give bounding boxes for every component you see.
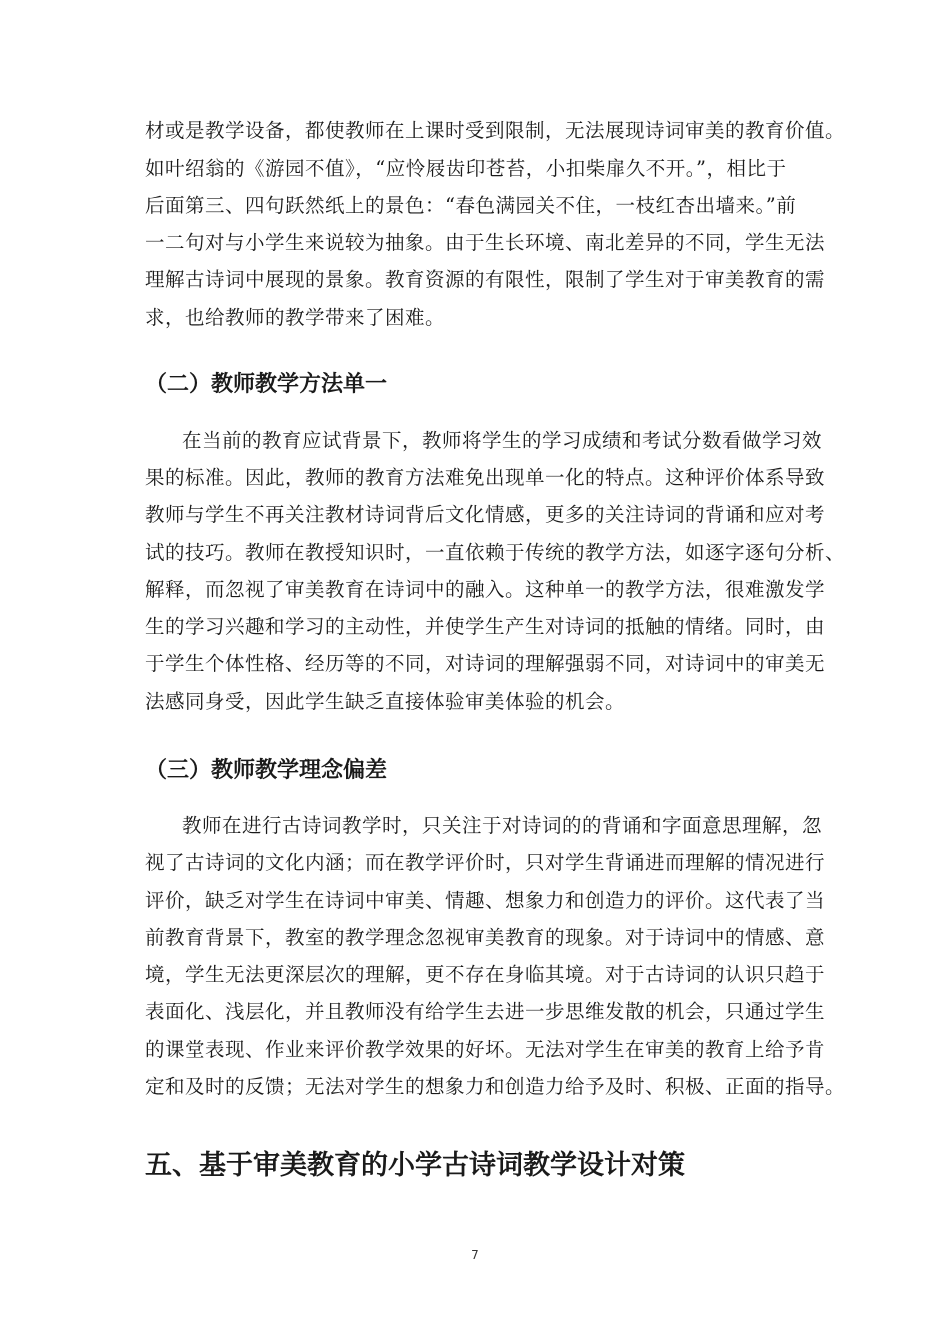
paragraph-line: 评价，缺乏对学生在诗词中审美、情趣、想象力和创造力的评价。这代表了当 [145, 889, 826, 912]
page-number: 7 [471, 1248, 479, 1262]
paragraph-line: 理解古诗词中展现的景象。教育资源的有限性，限制了学生对于审美教育的需 [145, 268, 826, 291]
paragraph-line: 教师在进行古诗词教学时，只关注于对诗词的的背诵和字面意思理解，忽 [182, 814, 823, 837]
paragraph-line: 试的技巧。教师在教授知识时，一直依赖于传统的教学方法，如逐字逐句分析、 [145, 541, 846, 564]
section-heading-2: （二）教师教学方法单一 [145, 372, 388, 397]
paragraph-line: 解释，而忽视了审美教育在诗词中的融入。这种单一的教学方法，很难激发学 [145, 578, 826, 601]
section-heading-3: （三）教师教学理念偏差 [145, 758, 388, 783]
paragraph-line: 在当前的教育应试背景下，教师将学生的学习成绩和考试分数看做学习效 [182, 429, 823, 452]
paragraph-line: 的课堂表现、作业来评价教学效果的好坏。无法对学生在审美的教育上给予肯 [145, 1038, 826, 1061]
paragraph-line: 前教育背景下，教室的教学理念忽视审美教育的现象。对于诗词中的情感、意 [145, 926, 826, 949]
paragraph-line: 表面化、浅层化，并且教师没有给学生去进一步思维发散的机会，只通过学生 [145, 1000, 826, 1023]
paragraph-line: 果的标准。因此，教师的教育方法难免出现单一化的特点。这种评价体系导致 [145, 466, 826, 489]
paragraph-line: 教师与学生不再关注教材诗词背后文化情感，更多的关注诗词的背诵和应对考 [145, 503, 826, 526]
paragraph-line: 材或是教学设备，都使教师在上课时受到限制，无法展现诗词审美的教育价值。 [145, 119, 846, 142]
chapter-heading-5: 五、基于审美教育的小学古诗词教学设计对策 [145, 1150, 685, 1181]
paragraph-line: 生的学习兴趣和学习的主动性，并使学生产生对诗词的抵触的情绪。同时，由 [145, 615, 826, 638]
paragraph-line: 后面第三、四句跃然纸上的景色：“春色满园关不住，一枝红杏出墙来。”前 [145, 194, 797, 217]
paragraph-line: 定和及时的反馈；无法对学生的想象力和创造力给予及时、积极、正面的指导。 [145, 1075, 846, 1098]
paragraph-line: 视了古诗词的文化内涵；而在教学评价时，只对学生背诵进而理解的情况进行 [145, 851, 826, 874]
paragraph-line: 法感同身受，因此学生缺乏直接体验审美体验的机会。 [145, 690, 626, 713]
paragraph-line: 一二句对与小学生来说较为抽象。由于生长环境、南北差异的不同，学生无法 [145, 231, 826, 254]
paragraph-line: 求，也给教师的教学带来了困难。 [145, 306, 446, 329]
paragraph-line: 境，学生无法更深层次的理解，更不存在身临其境。对于古诗词的认识只趋于 [145, 963, 826, 986]
paragraph-line: 如叶绍翁的《游园不值》，“应怜屐齿印苍苔，小扣柴扉久不开。”，相比于 [145, 157, 787, 180]
paragraph-line: 于学生个体性格、经历等的不同，对诗词的理解强弱不同，对诗词中的审美无 [145, 652, 826, 675]
